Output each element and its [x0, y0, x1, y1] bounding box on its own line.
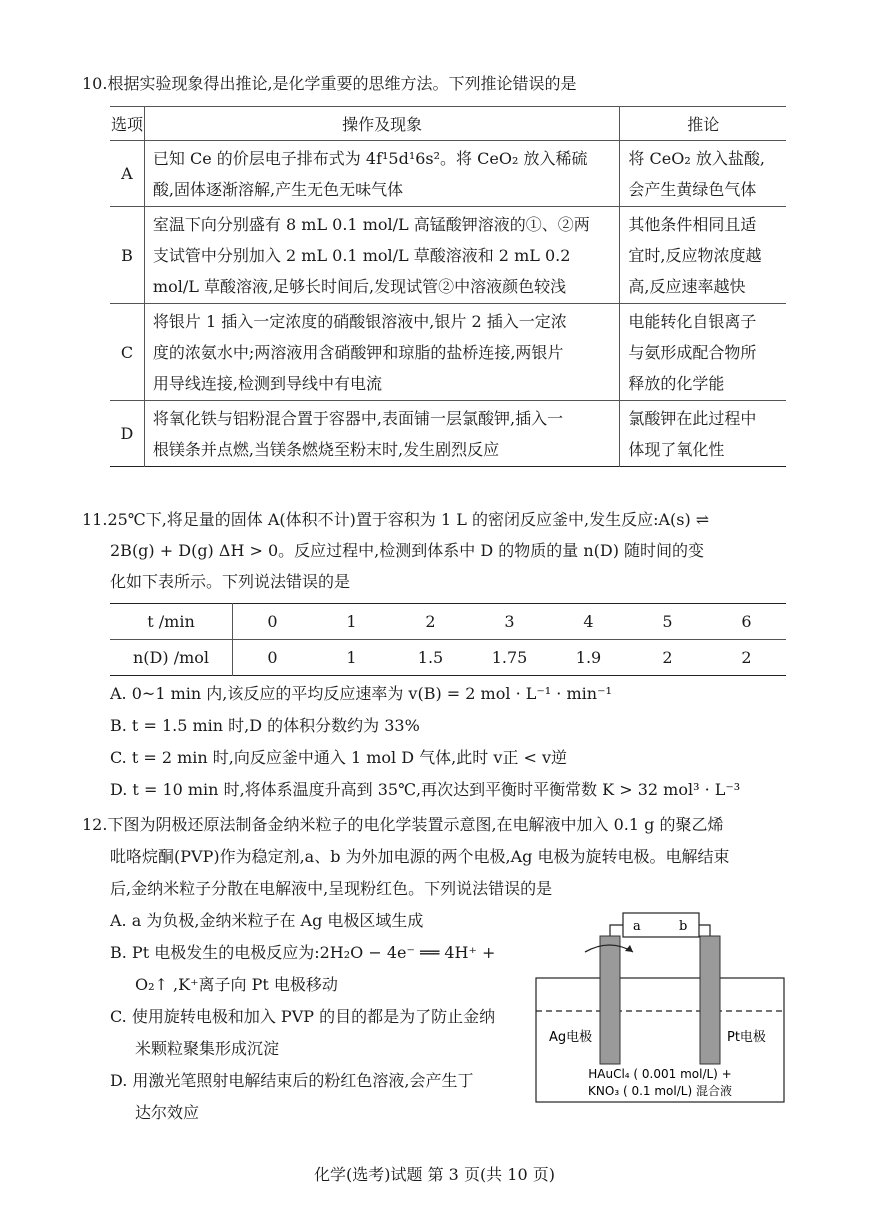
q12-stem-line-1: 12.下图为阴极还原法制备金纳米粒子的电化学装置示意图,在电解液中加入 0.1 g 的聚乙烯 — [82, 815, 724, 834]
pt-electrode-label: Pt电极 — [727, 1030, 766, 1045]
q11-option-a: A. 0~1 min 内,该反应的平均反应速率为 v(B) = 2 mol · L⁻¹ · min⁻¹ — [110, 684, 612, 703]
q10-row-a — [110, 141, 786, 207]
q10-header-operation: 操作及现象 — [144, 107, 620, 141]
q11-option-d: D. t = 10 min 时,将体系温度升高到 35℃,再次达到平衡时平衡常数 K > 32 mol³ · L⁻³ — [110, 780, 741, 799]
q12-option-c-line-2: 米颗粒聚集形成沉淀 — [135, 1039, 280, 1058]
q12-option-a: A. a 为负极,金纳米粒子在 Ag 电极区域生成 — [110, 911, 424, 930]
q11-time-label: t /min — [110, 604, 233, 640]
q10-row-b-operation: 室温下向分别盛有 8 mL 0.1 mol/L 高锰酸钾溶液的①、②两 支试管中分别加入 2 mL 0.1 mol/L 草酸溶液和 2 mL 0.2 mol/L 草酸溶液,足够长时间后,发现试管②中溶液颜色较浅 — [144, 207, 620, 304]
q11-stem-line-1: 11.25℃下,将足量的固体 A(体积不计)置于容积为 1 L 的密闭反应釜中,发生反应:A(s) ⇌ — [82, 510, 710, 529]
pt-electrode — [700, 936, 720, 1064]
q11-option-c: C. t = 2 min 时,向反应釜中通入 1 mol D 气体,此时 v正 < v逆 — [110, 748, 567, 767]
solution-label-line-2: KNO₃ ( 0.1 mol/L) 混合液 — [588, 1084, 732, 1098]
q10-row-a-operation: 已知 Ce 的价层电子排布式为 4f¹5d¹6s²。将 CeO₂ 放入稀硫 酸,固体逐渐溶解,产生无色无味气体 — [144, 141, 620, 207]
q11-time-cell: 4 — [583, 612, 594, 631]
q11-amount-cell: 1.5 — [391, 640, 470, 676]
q10-row-a-option: A — [110, 141, 144, 207]
q10-row-b-inference: 其他条件相同且适 宜时,反应物浓度越 高,反应速率越快 — [620, 207, 786, 304]
q12-stem-line-3: 后,金纳米粒子分散在电解液中,呈现粉红色。下列说法错误的是 — [110, 879, 553, 898]
q11-stem-line-3: 化如下表所示。下列说法错误的是 — [110, 572, 351, 591]
q10-row-c — [110, 304, 786, 401]
q11-time-cell: 5 — [662, 612, 673, 631]
q11-amount-cell: 1 — [312, 640, 391, 676]
q10-row-c-inference: 电能转化自银离子 与氨形成配合物所 释放的化学能 — [620, 304, 786, 401]
ag-electrode — [600, 936, 620, 1064]
wire-b — [699, 925, 710, 936]
q10-row-d-operation: 将氧化铁与铝粉混合置于容器中,表面铺一层氯酸钾,插入一 根镁条并点燃,当镁条燃烧至粉末时,发生剧烈反应 — [144, 401, 620, 467]
q10-stem: 10.根据实验现象得出推论,是化学重要的思维方法。下列推论错误的是 — [82, 74, 577, 93]
q11-stem-line-2: 2B(g) + D(g) ΔH > 0。反应过程中,检测到体系中 D 的物质的量 n(D) 随时间的变 — [110, 541, 705, 560]
q10-row-d — [110, 401, 786, 467]
q10-header-inference: 推论 — [620, 107, 786, 141]
q12-option-b-line-1: B. Pt 电极发生的电极反应为:2H₂O − 4e⁻ ══ 4H⁺ + — [110, 943, 496, 962]
q11-table — [110, 603, 786, 676]
q11-amount-cell: 2 — [628, 640, 707, 676]
q11-time-row — [110, 604, 786, 640]
q11-amount-cell: 2 — [707, 640, 786, 676]
q10-row-b-option: B — [110, 207, 144, 304]
q11-time-cell: 1 — [346, 612, 357, 631]
q11-amount-row — [110, 640, 786, 676]
q11-amount-cell: 0 — [233, 640, 313, 676]
q11-option-b: B. t = 1.5 min 时,D 的体积分数约为 33% — [110, 716, 420, 735]
q12-option-d-line-1: D. 用激光笔照射电解结束后的粉红色溶液,会产生丁 — [110, 1071, 474, 1090]
q10-row-c-option: C — [110, 304, 144, 401]
q10-header-option: 选项 — [110, 107, 144, 141]
q10-row-a-inference: 将 CeO₂ 放入盐酸, 会产生黄绿色气体 — [620, 141, 786, 207]
q12-option-c-line-1: C. 使用旋转电极和加入 PVP 的目的都是为了防止金纳 — [110, 1007, 496, 1026]
ag-electrode-label: Ag电极 — [549, 1030, 593, 1045]
q11-amount-cell: 1.75 — [470, 640, 549, 676]
solution-label-line-1: HAuCl₄ ( 0.001 mol/L) + — [588, 1067, 732, 1081]
q12-option-d-line-2: 达尔效应 — [135, 1103, 200, 1122]
q11-amount-cell: 1.9 — [549, 640, 628, 676]
q10-row-d-inference: 氯酸钾在此过程中 体现了氧化性 — [620, 401, 786, 467]
q10-header-row — [110, 107, 786, 141]
page-footer: 化学(选考)试题 第 3 页(共 10 页) — [314, 1165, 555, 1184]
q12-option-b-line-2: O₂↑ ,K⁺离子向 Pt 电极移动 — [135, 975, 338, 994]
q12-stem-line-2: 吡咯烷酮(PVP)作为稳定剂,a、b 为外加电源的两个电极,Ag 电极为旋转电极。电解结束 — [110, 847, 730, 866]
q11-time-cell: 2 — [425, 612, 436, 631]
q11-time-cell: 6 — [741, 612, 752, 631]
q10-row-b — [110, 207, 786, 304]
q11-time-cell: 0 — [267, 612, 278, 631]
q11-amount-label: n(D) /mol — [110, 640, 233, 676]
q10-row-d-option: D — [110, 401, 144, 467]
electrode-b-label: b — [679, 919, 688, 934]
electrode-a-label: a — [633, 919, 641, 934]
wire-a — [610, 925, 623, 936]
q11-time-cell: 3 — [504, 612, 515, 631]
electrolysis-diagram — [535, 908, 785, 1106]
q10-row-c-operation: 将银片 1 插入一定浓度的硝酸银溶液中,银片 2 插入一定浓 度的浓氨水中;两溶液用含硝酸钾和琼脂的盐桥连接,两银片 用导线连接,检测到导线中有电流 — [144, 304, 620, 401]
q10-table — [110, 106, 786, 467]
